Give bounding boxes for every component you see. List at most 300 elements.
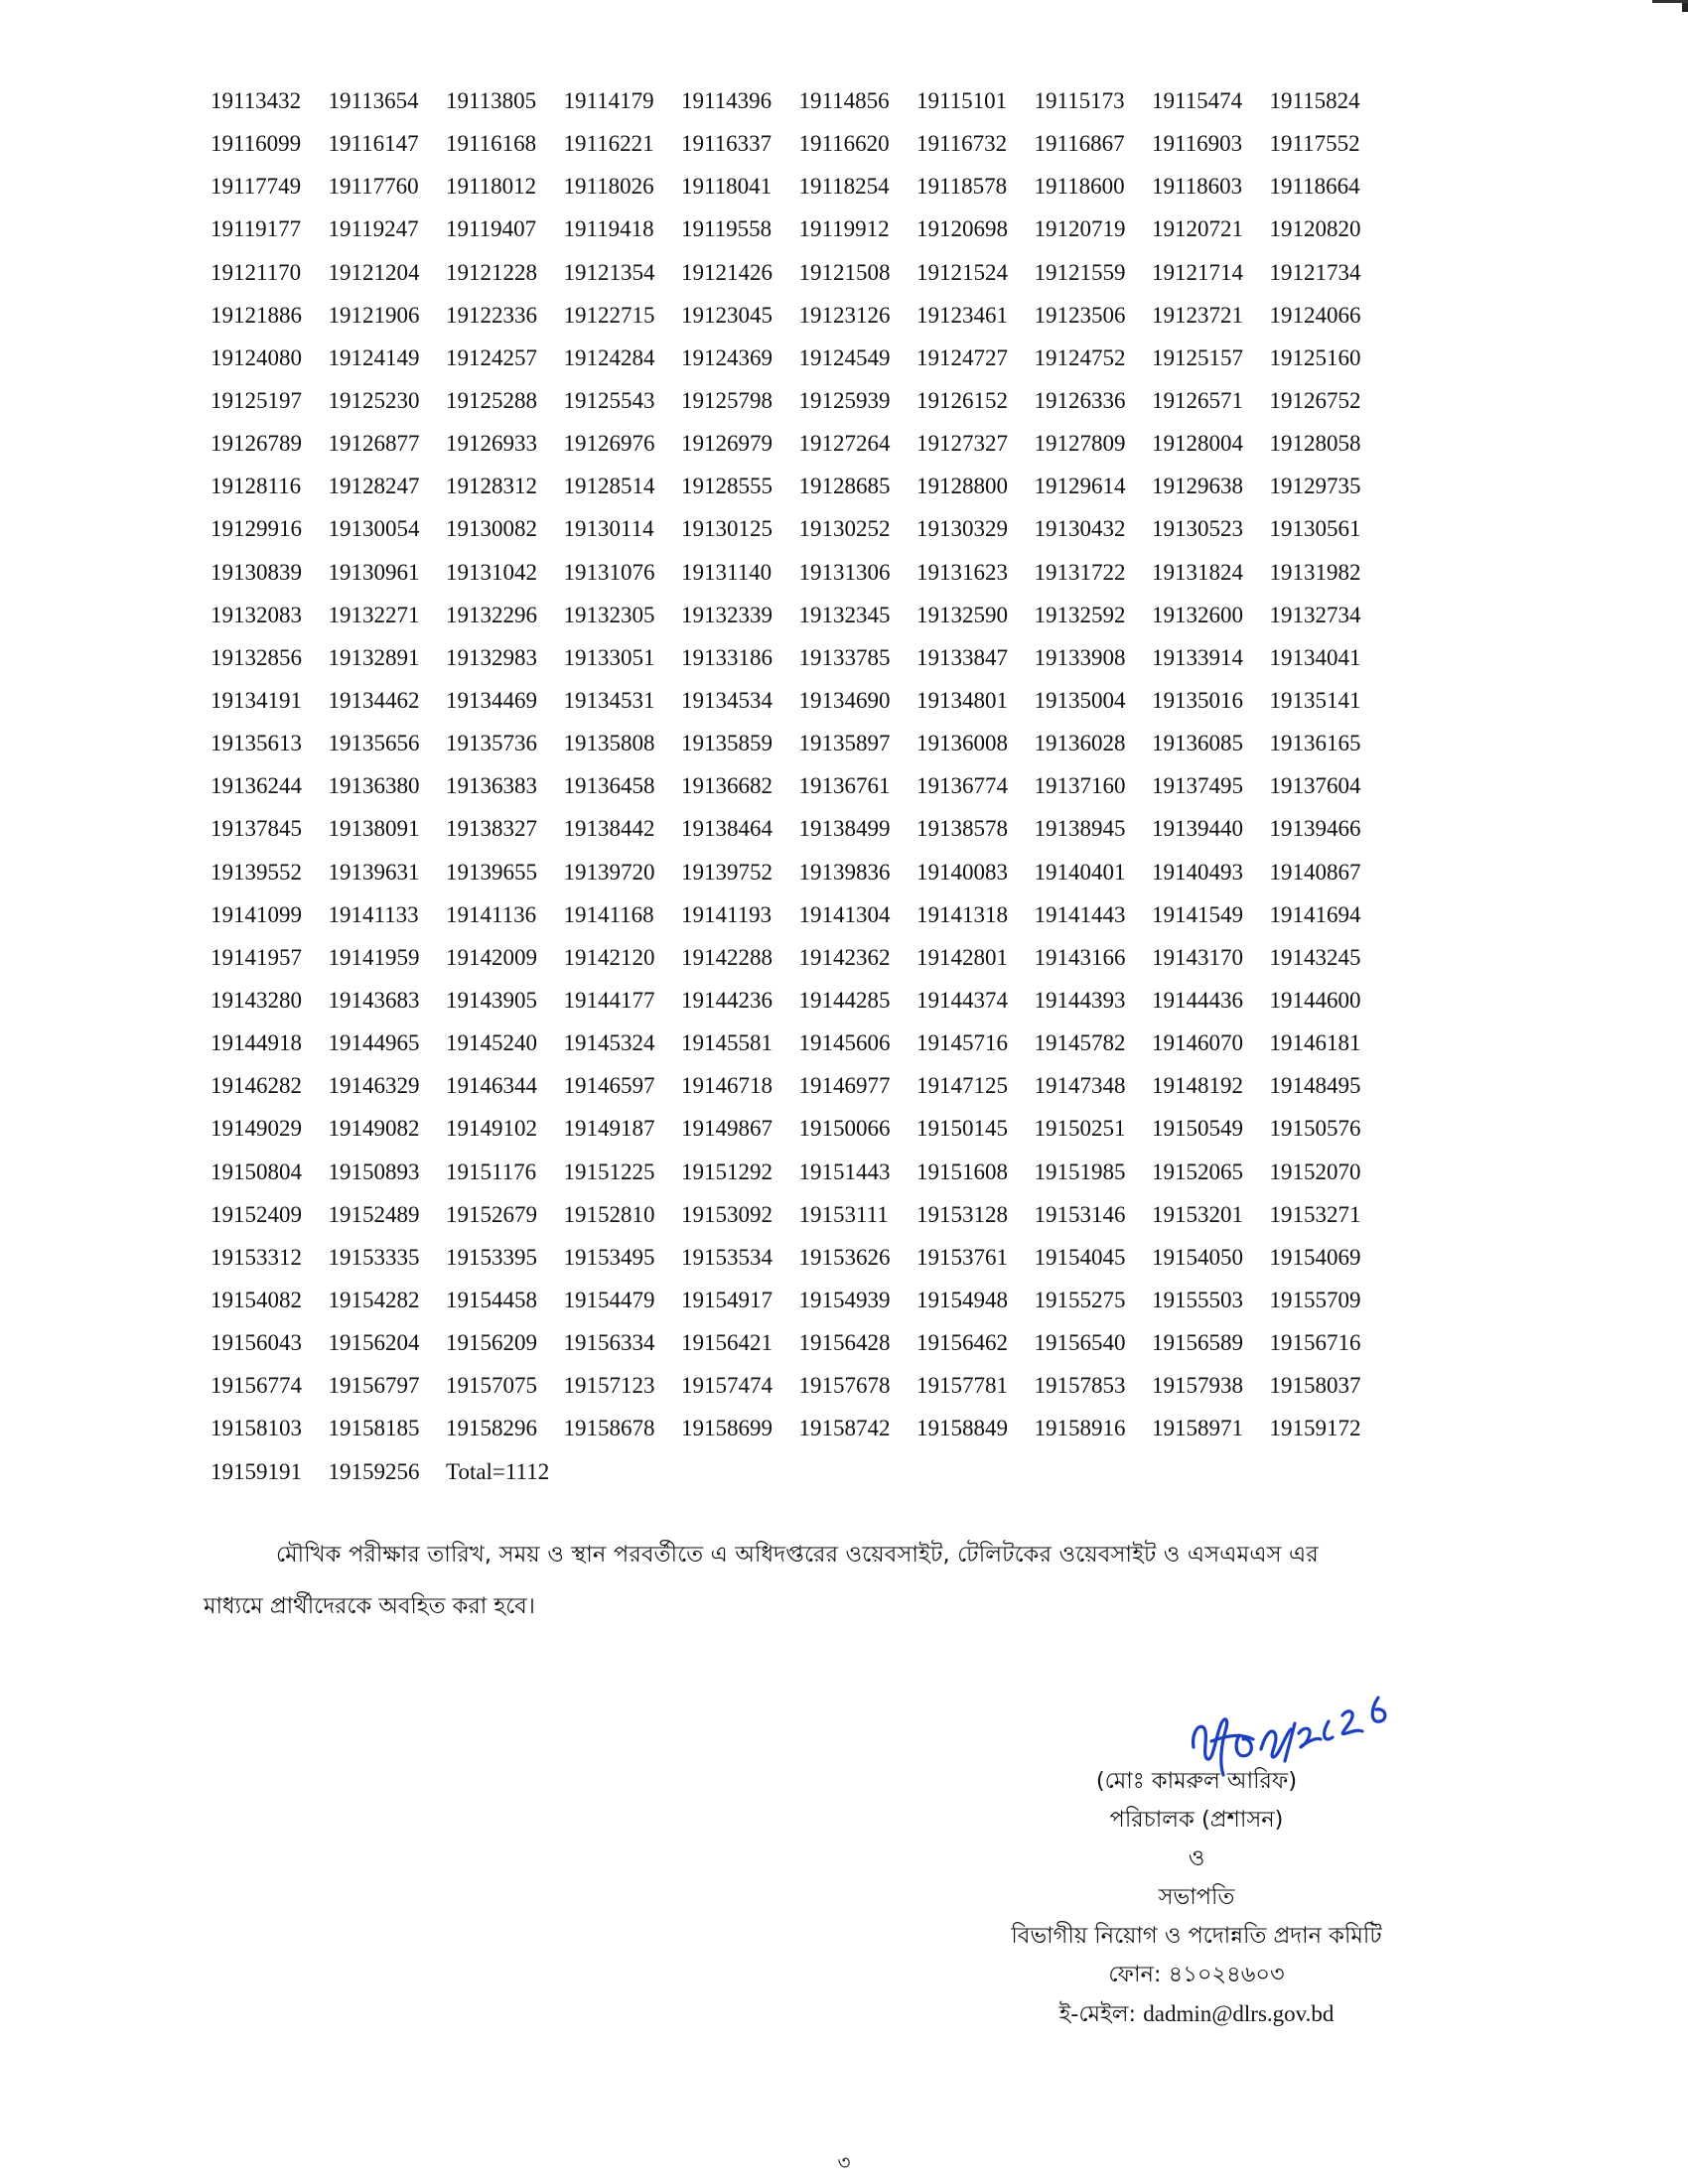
roll-number: 19153395 bbox=[446, 1244, 537, 1270]
email-line bbox=[884, 1994, 1509, 2033]
roll-number: 19158971 bbox=[1152, 1416, 1243, 1441]
roll-number: 19141318 bbox=[916, 901, 1008, 927]
roll-number: 19135656 bbox=[328, 731, 420, 756]
roll-number: 19131076 bbox=[563, 559, 655, 585]
roll-number: 19125288 bbox=[446, 387, 537, 413]
roll-number: 19134531 bbox=[563, 687, 655, 713]
roll-number: 19150893 bbox=[328, 1159, 420, 1184]
roll-number: 19156421 bbox=[681, 1330, 773, 1356]
roll-number: 19121354 bbox=[563, 259, 655, 285]
roll-number: 19141168 bbox=[563, 901, 654, 927]
roll-number: 19136085 bbox=[1152, 731, 1243, 756]
signatory-role: সভাপতি bbox=[1158, 1884, 1235, 1910]
roll-number: 19117552 bbox=[1269, 131, 1360, 157]
roll-number: 19153534 bbox=[681, 1244, 773, 1270]
roll-number: 19138499 bbox=[798, 816, 891, 842]
roll-number: 19150549 bbox=[1152, 1116, 1243, 1142]
roll-number: 19136165 bbox=[1269, 731, 1361, 756]
roll-number: 19152065 bbox=[1152, 1159, 1243, 1184]
roll-number: 19114179 bbox=[563, 88, 654, 113]
signatory-conjunction: ও bbox=[1188, 1845, 1205, 1871]
roll-number: 19149029 bbox=[211, 1116, 302, 1142]
roll-number: 19151985 bbox=[1034, 1159, 1126, 1184]
roll-number: 19136458 bbox=[563, 773, 655, 799]
roll-number: 19113432 bbox=[211, 88, 302, 113]
roll-number: 19125230 bbox=[328, 387, 420, 413]
roll-number: 19120820 bbox=[1269, 216, 1361, 242]
roll-number: 19132345 bbox=[798, 602, 891, 627]
roll-number: 19135016 bbox=[1152, 687, 1243, 713]
roll-number: 19158742 bbox=[798, 1416, 891, 1441]
roll-number: 19148495 bbox=[1269, 1073, 1361, 1099]
roll-number: 19126877 bbox=[328, 431, 420, 457]
roll-number: 19124257 bbox=[446, 344, 537, 370]
roll-number: 19118041 bbox=[681, 174, 773, 200]
roll-number: 19133785 bbox=[798, 644, 891, 670]
roll-number: 19125160 bbox=[1269, 344, 1361, 370]
roll-number: 19141099 bbox=[211, 901, 302, 927]
roll-number: 19139440 bbox=[1152, 816, 1243, 842]
roll-number: 19154948 bbox=[916, 1287, 1008, 1312]
roll-number: 19153626 bbox=[798, 1244, 891, 1270]
roll-number: 19136244 bbox=[211, 773, 302, 799]
roll-number: 19121170 bbox=[211, 259, 302, 285]
roll-number: 19124066 bbox=[1269, 302, 1361, 328]
roll-number: 19143170 bbox=[1152, 944, 1243, 970]
roll-number: 19130082 bbox=[446, 516, 537, 542]
roll-number: 19136682 bbox=[681, 773, 773, 799]
roll-number: 19141957 bbox=[211, 944, 302, 970]
roll-number: 19130329 bbox=[916, 516, 1008, 542]
roll-number: 19154082 bbox=[211, 1287, 302, 1312]
page-number: ৩ bbox=[837, 2150, 851, 2174]
roll-number: 19126979 bbox=[681, 431, 773, 457]
roll-number: 19139720 bbox=[563, 859, 655, 885]
roll-number: 19150251 bbox=[1034, 1116, 1126, 1142]
roll-number: 19117749 bbox=[211, 174, 302, 200]
roll-number: 19156589 bbox=[1152, 1330, 1243, 1356]
roll-number: 19124752 bbox=[1034, 344, 1126, 370]
roll-number: 19116099 bbox=[211, 131, 302, 157]
roll-number: 19128800 bbox=[916, 474, 1008, 499]
roll-number: 19142288 bbox=[681, 944, 773, 970]
roll-number: 19132734 bbox=[1269, 602, 1361, 627]
roll-number: 19133051 bbox=[563, 644, 655, 670]
roll-number: 19121426 bbox=[681, 259, 773, 285]
roll-number: 19121524 bbox=[916, 259, 1008, 285]
roll-number: 19119912 bbox=[798, 216, 890, 242]
roll-number: 19132983 bbox=[446, 644, 537, 670]
roll-number: 19134534 bbox=[681, 687, 773, 713]
roll-number: 19125543 bbox=[563, 387, 655, 413]
roll-number: 19140401 bbox=[1034, 859, 1126, 885]
roll-number: 19138464 bbox=[681, 816, 773, 842]
roll-number: 19118578 bbox=[916, 174, 1008, 200]
roll-number: 19116620 bbox=[798, 131, 890, 157]
roll-number: 19131140 bbox=[681, 559, 773, 585]
roll-number: 19135004 bbox=[1034, 687, 1126, 713]
roll-number: 19126752 bbox=[1269, 387, 1361, 413]
roll-number: 19129735 bbox=[1269, 474, 1361, 499]
roll-number: 19144285 bbox=[798, 987, 891, 1013]
roll-number: 19154282 bbox=[328, 1287, 420, 1312]
roll-number: 19151608 bbox=[916, 1159, 1008, 1184]
roll-number: 19126933 bbox=[446, 431, 537, 457]
roll-number: 19130114 bbox=[563, 516, 654, 542]
roll-number: 19153271 bbox=[1269, 1201, 1361, 1227]
roll-number: 19154479 bbox=[563, 1287, 655, 1312]
roll-number: 19151225 bbox=[563, 1159, 655, 1184]
roll-number: 19136008 bbox=[916, 731, 1008, 756]
roll-number: 19142120 bbox=[563, 944, 655, 970]
roll-number: 19146597 bbox=[563, 1073, 655, 1099]
roll-number: 19126336 bbox=[1034, 387, 1126, 413]
roll-number: 19118664 bbox=[1269, 174, 1360, 200]
roll-number: 19133908 bbox=[1034, 644, 1126, 670]
roll-number: 19138327 bbox=[446, 816, 537, 842]
roll-number: 19118600 bbox=[1034, 174, 1125, 200]
roll-number: 19130432 bbox=[1034, 516, 1126, 542]
roll-number: 19120719 bbox=[1034, 216, 1126, 242]
roll-number: 19146181 bbox=[1269, 1030, 1361, 1056]
roll-number: 19156774 bbox=[211, 1373, 302, 1399]
roll-number: 19146329 bbox=[328, 1073, 420, 1099]
roll-number: 19155503 bbox=[1152, 1287, 1243, 1312]
roll-number: 19128514 bbox=[563, 474, 655, 499]
roll-number: 19134191 bbox=[211, 687, 302, 713]
roll-number: 19154458 bbox=[446, 1287, 537, 1312]
roll-number: 19158699 bbox=[681, 1416, 773, 1441]
roll-number: 19144965 bbox=[328, 1030, 420, 1056]
roll-number: 19139655 bbox=[446, 859, 537, 885]
roll-number: 19134469 bbox=[446, 687, 537, 713]
roll-number: 19127264 bbox=[798, 431, 891, 457]
roll-number: 19153335 bbox=[328, 1244, 420, 1270]
roll-number: 19153761 bbox=[916, 1244, 1008, 1270]
roll-number: 19159172 bbox=[1269, 1416, 1361, 1441]
roll-number: 19145716 bbox=[916, 1030, 1008, 1056]
roll-number: 19138442 bbox=[563, 816, 655, 842]
roll-number: 19149867 bbox=[681, 1116, 773, 1142]
roll-number: 19130054 bbox=[328, 516, 420, 542]
roll-number: 19157075 bbox=[446, 1373, 537, 1399]
roll-number: 19145240 bbox=[446, 1030, 537, 1056]
roll-number: 19130252 bbox=[798, 516, 891, 542]
roll-number: 19119177 bbox=[211, 216, 302, 242]
roll-number: 19134462 bbox=[328, 687, 420, 713]
roll-number: 19118026 bbox=[563, 174, 654, 200]
roll-number: 19131982 bbox=[1269, 559, 1361, 585]
roll-number: 19139836 bbox=[798, 859, 891, 885]
roll-number: 19154939 bbox=[798, 1287, 891, 1312]
roll-number: 19127809 bbox=[1034, 431, 1126, 457]
roll-number: 19137845 bbox=[211, 816, 302, 842]
roll-number: 19157853 bbox=[1034, 1373, 1126, 1399]
roll-number: 19115824 bbox=[1269, 88, 1360, 113]
roll-number: 19142801 bbox=[916, 944, 1008, 970]
roll-number: 19136380 bbox=[328, 773, 420, 799]
roll-number: 19129638 bbox=[1152, 474, 1243, 499]
roll-number: 19121204 bbox=[328, 259, 420, 285]
roll-number: 19153111 bbox=[798, 1201, 889, 1227]
roll-number: 19116221 bbox=[563, 131, 654, 157]
roll-number: 19152070 bbox=[1269, 1159, 1361, 1184]
roll-number: 19156209 bbox=[446, 1330, 537, 1356]
roll-number: 19126152 bbox=[916, 387, 1008, 413]
roll-number: 19126976 bbox=[563, 431, 655, 457]
roll-number: 19132339 bbox=[681, 602, 773, 627]
roll-number: 19152810 bbox=[563, 1201, 655, 1227]
roll-number: 19122336 bbox=[446, 302, 537, 328]
roll-number: 19123721 bbox=[1152, 302, 1243, 328]
roll-number: 19128004 bbox=[1152, 431, 1243, 457]
roll-number: 19136383 bbox=[446, 773, 537, 799]
roll-number: 19115173 bbox=[1034, 88, 1125, 113]
roll-number: 19141136 bbox=[446, 901, 537, 927]
roll-number: 19145782 bbox=[1034, 1030, 1126, 1056]
roll-number: 19123461 bbox=[916, 302, 1008, 328]
roll-number: 19150066 bbox=[798, 1116, 891, 1142]
roll-number: 19144918 bbox=[211, 1030, 302, 1056]
roll-number: 19143683 bbox=[328, 987, 420, 1013]
roll-number: 19158849 bbox=[916, 1416, 1008, 1441]
roll-number: 19126571 bbox=[1152, 387, 1243, 413]
roll-number: 19159256 bbox=[328, 1458, 420, 1484]
roll-number: 19126789 bbox=[211, 431, 302, 457]
roll-number: 19125939 bbox=[798, 387, 891, 413]
roll-number: 19154045 bbox=[1034, 1244, 1126, 1270]
roll-number: 19146344 bbox=[446, 1073, 537, 1099]
roll-number: 19131042 bbox=[446, 559, 537, 585]
roll-number: 19149082 bbox=[328, 1116, 420, 1142]
roll-number: 19128058 bbox=[1269, 431, 1361, 457]
roll-number: 19158185 bbox=[328, 1416, 420, 1441]
roll-number: 19150576 bbox=[1269, 1116, 1361, 1142]
roll-number: 19116147 bbox=[328, 131, 419, 157]
roll-number: 19153092 bbox=[681, 1201, 773, 1227]
roll-number: 19157781 bbox=[916, 1373, 1008, 1399]
roll-number: 19114856 bbox=[798, 88, 890, 113]
roll-number: 19136761 bbox=[798, 773, 891, 799]
roll-number: 19121734 bbox=[1269, 259, 1361, 285]
roll-number: 19145606 bbox=[798, 1030, 891, 1056]
roll-number: 19158037 bbox=[1269, 1373, 1361, 1399]
roll-number: 19136774 bbox=[916, 773, 1008, 799]
roll-number: 19133186 bbox=[681, 644, 773, 670]
roll-number: 19119407 bbox=[446, 216, 537, 242]
notice-line-1: মৌখিক পরীক্ষার তারিখ, সময় ও স্থান পরবর্তীতে এ অধিদপ্তরের ওয়েবসাইট, টেলিটকের ওয়েবসাইট ও এসএমএস এর bbox=[276, 1542, 1319, 1568]
roll-number: 19158296 bbox=[446, 1416, 537, 1441]
roll-number: 19149187 bbox=[563, 1116, 655, 1142]
roll-number: 19140493 bbox=[1152, 859, 1243, 885]
roll-number: 19143280 bbox=[211, 987, 302, 1013]
roll-number: 19141443 bbox=[1034, 901, 1126, 927]
roll-number: 19122715 bbox=[563, 302, 655, 328]
roll-number: 19131623 bbox=[916, 559, 1008, 585]
roll-number: 19132590 bbox=[916, 602, 1008, 627]
roll-number: 19142009 bbox=[446, 944, 537, 970]
roll-number: 19143905 bbox=[446, 987, 537, 1013]
roll-number: 19118603 bbox=[1152, 174, 1243, 200]
roll-number: 19156043 bbox=[211, 1330, 302, 1356]
notice-line-2: মাধ্যমে প্রার্থীদেরকে অবহিত করা হবে। bbox=[204, 1593, 535, 1619]
roll-number: 19156428 bbox=[798, 1330, 891, 1356]
roll-number: 19151292 bbox=[681, 1159, 773, 1184]
roll-number: 19137160 bbox=[1034, 773, 1126, 799]
roll-number: 19148192 bbox=[1152, 1073, 1243, 1099]
roll-number: 19156204 bbox=[328, 1330, 420, 1356]
roll-number: 19119247 bbox=[328, 216, 419, 242]
roll-number: 19153495 bbox=[563, 1244, 655, 1270]
roll-number: 19129916 bbox=[211, 516, 302, 542]
roll-number: 19157123 bbox=[563, 1373, 655, 1399]
roll-number: 19121714 bbox=[1152, 259, 1243, 285]
roll-number: 19142362 bbox=[798, 944, 891, 970]
roll-number: 19156462 bbox=[916, 1330, 1008, 1356]
roll-number: 19123126 bbox=[798, 302, 891, 328]
roll-number: 19117760 bbox=[328, 174, 419, 200]
roll-number: 19144177 bbox=[563, 987, 655, 1013]
roll-number: 19151176 bbox=[446, 1159, 537, 1184]
roll-number: 19158916 bbox=[1034, 1416, 1126, 1441]
roll-number: 19141193 bbox=[681, 901, 773, 927]
roll-number: 19143245 bbox=[1269, 944, 1361, 970]
roll-number: 19144600 bbox=[1269, 987, 1361, 1013]
roll-number: 19141549 bbox=[1152, 901, 1243, 927]
roll-number: 19151443 bbox=[798, 1159, 891, 1184]
roll-number: 19130125 bbox=[681, 516, 773, 542]
roll-number: 19121228 bbox=[446, 259, 537, 285]
roll-number: 19150145 bbox=[916, 1116, 1008, 1142]
roll-number: 19141694 bbox=[1269, 901, 1361, 927]
roll-number: 19145324 bbox=[563, 1030, 655, 1056]
roll-number: 19152489 bbox=[328, 1201, 420, 1227]
roll-number: 19152409 bbox=[211, 1201, 302, 1227]
roll-number: 19147125 bbox=[916, 1073, 1008, 1099]
roll-number: 19155275 bbox=[1034, 1287, 1126, 1312]
roll-number: 19132891 bbox=[328, 644, 420, 670]
roll-number: 19153312 bbox=[211, 1244, 302, 1270]
roll-number: 19113654 bbox=[328, 88, 419, 113]
roll-number: 19135808 bbox=[563, 731, 655, 756]
roll-number: 19135897 bbox=[798, 731, 891, 756]
roll-number: 19114396 bbox=[681, 88, 773, 113]
roll-number: 19116903 bbox=[1152, 131, 1243, 157]
roll-number: 19125197 bbox=[211, 387, 302, 413]
roll-number: 19139752 bbox=[681, 859, 773, 885]
roll-number: 19128312 bbox=[446, 474, 537, 499]
roll-number: 19149102 bbox=[446, 1116, 537, 1142]
roll-number: 19138091 bbox=[328, 816, 420, 842]
roll-number: 19130961 bbox=[328, 559, 420, 585]
roll-number: 19124549 bbox=[798, 344, 891, 370]
roll-number: 19137495 bbox=[1152, 773, 1243, 799]
roll-number: 19131306 bbox=[798, 559, 891, 585]
roll-number: 19128247 bbox=[328, 474, 420, 499]
roll-number: 19132592 bbox=[1034, 602, 1126, 627]
roll-number: 19155709 bbox=[1269, 1287, 1361, 1312]
email-label: ই-মেইল: bbox=[1058, 2001, 1137, 2027]
roll-number: 19154050 bbox=[1152, 1244, 1243, 1270]
roll-number: 19119418 bbox=[563, 216, 654, 242]
roll-number: 19139631 bbox=[328, 859, 420, 885]
roll-number: 19134041 bbox=[1269, 644, 1361, 670]
roll-number: 19138945 bbox=[1034, 816, 1126, 842]
roll-number: 19132296 bbox=[446, 602, 537, 627]
roll-number: 19134690 bbox=[798, 687, 891, 713]
roll-number: 19131722 bbox=[1034, 559, 1126, 585]
roll-number: 19152679 bbox=[446, 1201, 537, 1227]
roll-number: 19135859 bbox=[681, 731, 773, 756]
roll-number: 19115474 bbox=[1152, 88, 1243, 113]
roll-number: 19145581 bbox=[681, 1030, 773, 1056]
roll-number: 19116337 bbox=[681, 131, 773, 157]
roll-number: 19158103 bbox=[211, 1416, 302, 1441]
roll-number: 19121508 bbox=[798, 259, 891, 285]
roll-number: 19116168 bbox=[446, 131, 537, 157]
roll-number: 19115101 bbox=[916, 88, 1008, 113]
roll-number: 19154069 bbox=[1269, 1244, 1361, 1270]
roll-number: 19135613 bbox=[211, 731, 302, 756]
roll-number: 19125798 bbox=[681, 387, 773, 413]
roll-number: 19157938 bbox=[1152, 1373, 1243, 1399]
roll-number: 19131824 bbox=[1152, 559, 1243, 585]
roll-number: 19157678 bbox=[798, 1373, 891, 1399]
roll-number: 19132271 bbox=[328, 602, 420, 627]
roll-number: 19127327 bbox=[916, 431, 1008, 457]
roll-number: 19132083 bbox=[211, 602, 302, 627]
roll-number: 19135736 bbox=[446, 731, 537, 756]
roll-number: 19156334 bbox=[563, 1330, 655, 1356]
roll-number: 19158678 bbox=[563, 1416, 655, 1441]
roll-number: 19141304 bbox=[798, 901, 891, 927]
roll-number-grid bbox=[211, 79, 1402, 1493]
signatory-block bbox=[884, 1762, 1509, 2033]
roll-number: 19136028 bbox=[1034, 731, 1126, 756]
roll-number: 19113805 bbox=[446, 88, 537, 113]
roll-number: 19124727 bbox=[916, 344, 1008, 370]
roll-number: 19159191 bbox=[211, 1458, 302, 1484]
roll-number: 19124080 bbox=[211, 344, 302, 370]
roll-number: 19146282 bbox=[211, 1073, 302, 1099]
total-count: Total=1112 bbox=[446, 1458, 550, 1484]
roll-number: 19120698 bbox=[916, 216, 1008, 242]
roll-number: 19139552 bbox=[211, 859, 302, 885]
roll-number: 19144374 bbox=[916, 987, 1008, 1013]
roll-number: 19132856 bbox=[211, 644, 302, 670]
roll-number: 19156716 bbox=[1269, 1330, 1361, 1356]
roll-number: 19141959 bbox=[328, 944, 420, 970]
roll-number: 19134801 bbox=[916, 687, 1008, 713]
roll-number: 19132305 bbox=[563, 602, 655, 627]
roll-number: 19133847 bbox=[916, 644, 1008, 670]
roll-number: 19140867 bbox=[1269, 859, 1361, 885]
roll-number: 19133914 bbox=[1152, 644, 1243, 670]
roll-number: 19143166 bbox=[1034, 944, 1126, 970]
roll-number: 19132600 bbox=[1152, 602, 1243, 627]
roll-number: 19157474 bbox=[681, 1373, 773, 1399]
roll-number: 19146977 bbox=[798, 1073, 891, 1099]
roll-number: 19147348 bbox=[1034, 1073, 1126, 1099]
roll-number: 19118254 bbox=[798, 174, 890, 200]
roll-number: 19138578 bbox=[916, 816, 1008, 842]
roll-number: 19124284 bbox=[563, 344, 655, 370]
roll-number: 19135141 bbox=[1269, 687, 1361, 713]
roll-number: 19144436 bbox=[1152, 987, 1243, 1013]
roll-number: 19125157 bbox=[1152, 344, 1243, 370]
roll-number: 19146718 bbox=[681, 1073, 773, 1099]
roll-number: 19144236 bbox=[681, 987, 773, 1013]
